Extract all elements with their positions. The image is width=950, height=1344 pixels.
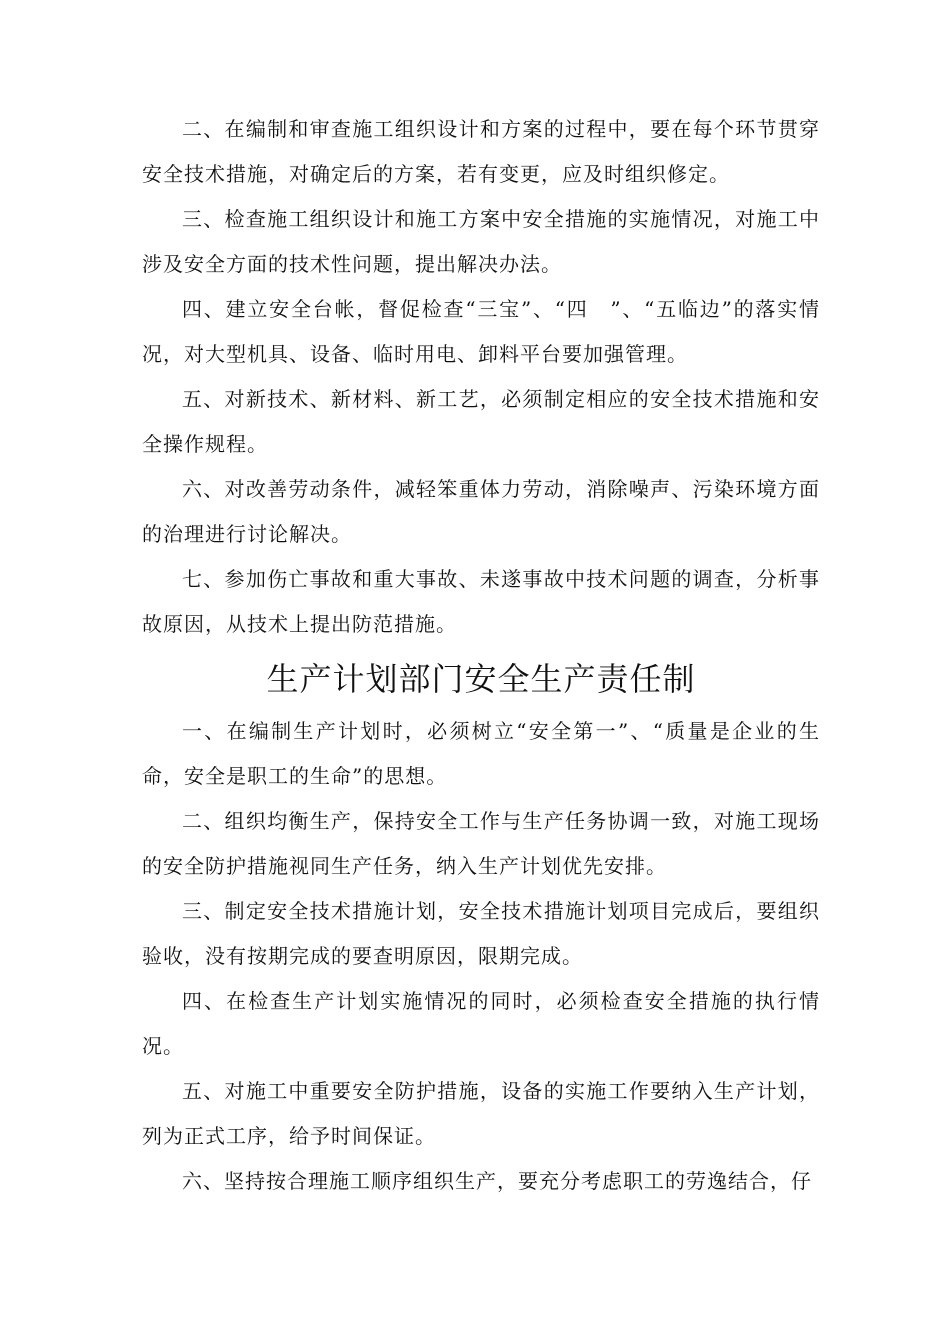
paragraph: 四、在检查生产计划实施情况的同时，必须检查安全措施的执行情况。 [142, 989, 820, 1058]
paragraph: 三、检查施工组织设计和施工方案中安全措施的实施情况，对施工中涉及安全方面的技术性问题，提出解决办法。 [142, 207, 820, 276]
paragraph: 五、对新技术、新材料、新工艺，必须制定相应的安全技术措施和安全操作规程。 [142, 387, 820, 456]
paragraph: 四、建立安全台帐，督促检查“三宝”、“四 ”、“五临边”的落实情况，对大型机具、设备、临时用电、卸料平台要加强管理。 [142, 297, 820, 366]
section-production-planning [142, 709, 820, 1204]
paragraph: 六、对改善劳动条件，减轻笨重体力劳动，消除噪声、污染环境方面的治理进行讨论解决。 [142, 477, 820, 546]
paragraph: 七、参加伤亡事故和重大事故、未遂事故中技术问题的调查，分析事故原因，从技术上提出防范措施。 [142, 567, 820, 636]
paragraph: 一、在编制生产计划时，必须树立“安全第一”、“质量是企业的生命，安全是职工的生命”的思想。 [142, 719, 820, 788]
paragraph: 六、坚持按合理施工顺序组织生产，要充分考虑职工的劳逸结合，仔 [182, 1169, 812, 1193]
paragraph: 二、在编制和审查施工组织设计和方案的过程中，要在每个环节贯穿安全技术措施，对确定后的方案，若有变更，应及时组织修定。 [142, 117, 820, 186]
paragraph: 三、制定安全技术措施计划，安全技术措施计划项目完成后，要组织验收，没有按期完成的要查明原因，限期完成。 [142, 899, 820, 968]
section-technical-responsibilities [142, 107, 820, 647]
section-title: 生产计划部门安全生产责任制 [266, 660, 696, 698]
paragraph: 二、组织均衡生产，保持安全工作与生产任务协调一致，对施工现场的安全防护措施视同生产任务，纳入生产计划优先安排。 [142, 809, 820, 878]
paragraph: 五、对施工中重要安全防护措施，设备的实施工作要纳入生产计划，列为正式工序，给予时间保证。 [142, 1079, 820, 1148]
